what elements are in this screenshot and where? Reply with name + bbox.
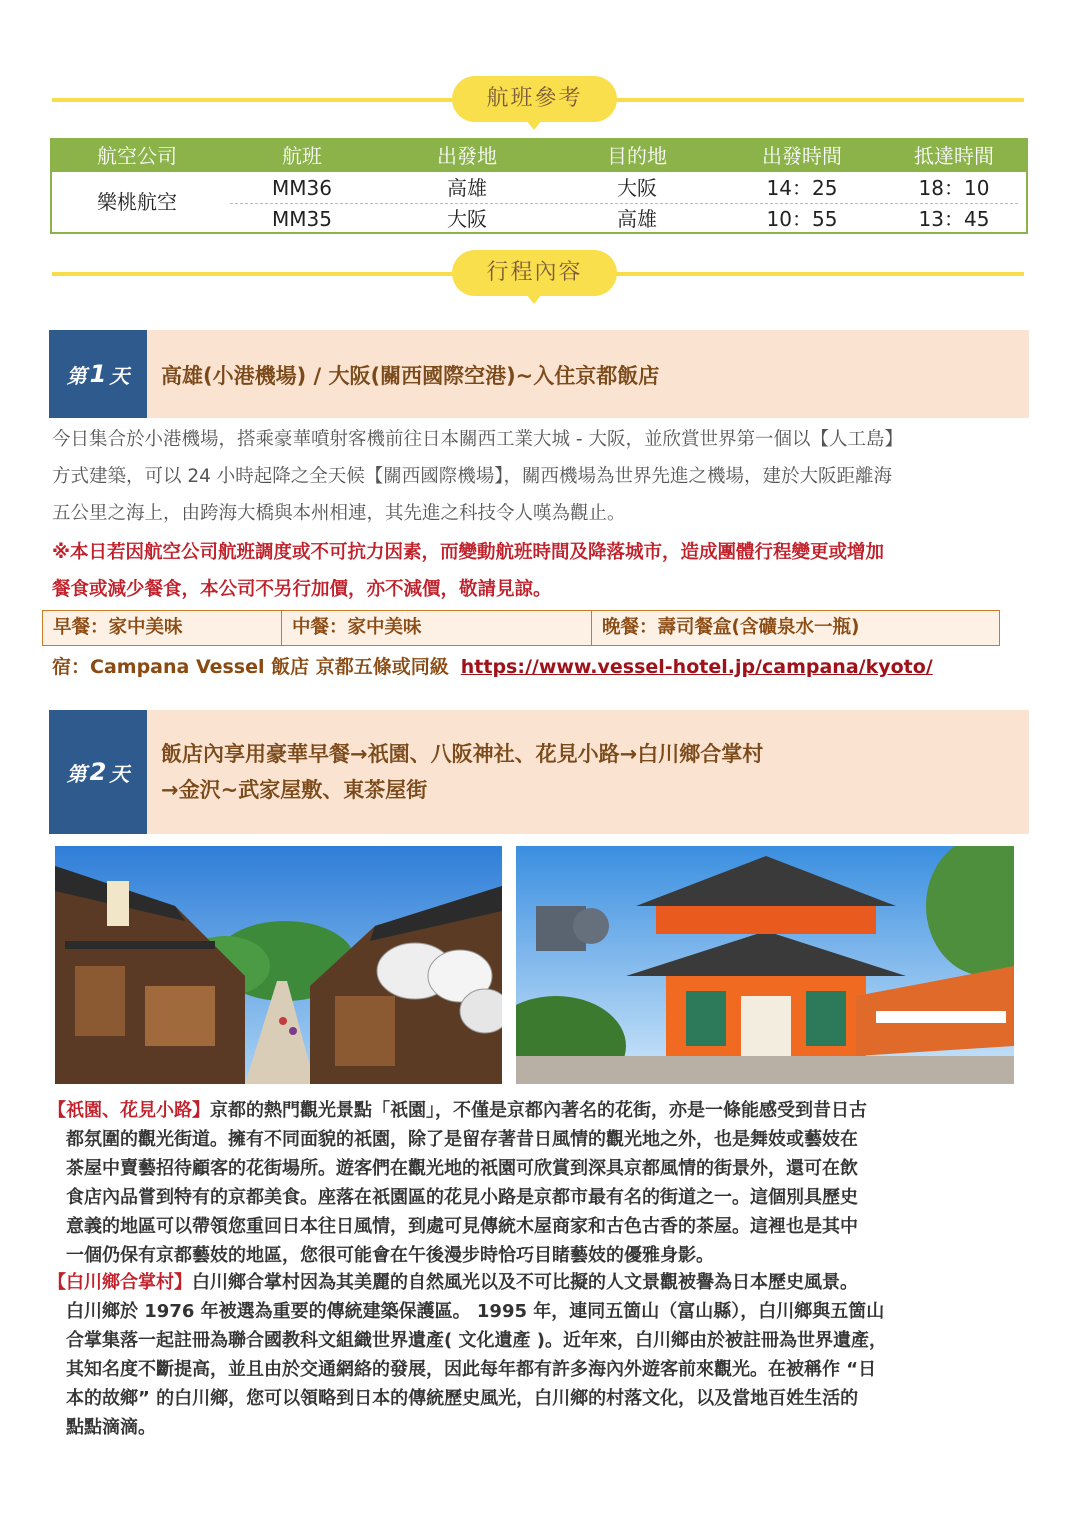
gion-description	[48, 1096, 1033, 1270]
title-line: 飯店內享用豪華早餐→祇園、八阪神社、花見小路→白川鄉合掌村	[161, 742, 764, 766]
meal-table	[42, 610, 1000, 646]
hotel-link[interactable]: https://www.vessel-hotel.jp/campana/kyoto/	[460, 656, 933, 678]
header-flight: 航班	[282, 144, 322, 168]
paragraph-line: 白川鄉合掌村因為其美麗的自然風光以及不可比擬的人文景觀被譽為日本歷史風景。	[192, 1272, 858, 1293]
title-line: →金沢~武家屋敷、東茶屋街	[161, 778, 428, 802]
row-divider	[230, 203, 1018, 204]
hotel-label: 宿：Campana Vessel 飯店 京都五條或同級	[52, 656, 449, 678]
depart-time: 14：25	[766, 176, 838, 200]
paragraph-line: 本的故鄉” 的白川鄉，您可以領略到日本的傳統歷史風光，白川鄉的村落文化，以及當地百姓生活的	[66, 1388, 859, 1409]
header-destination: 目的地	[607, 144, 667, 168]
paragraph-line: 一個仍保有京都藝妓的地區，您很可能會在午後漫步時恰巧目睹藝妓的優雅身影。	[66, 1245, 714, 1266]
destination: 高雄	[617, 207, 657, 231]
destination: 大阪	[617, 176, 657, 200]
header-origin: 出發地	[437, 144, 497, 168]
table-header	[52, 140, 1026, 172]
dinner: 晚餐：壽司餐盒(含礦泉水一瓶)	[602, 617, 860, 638]
shirakawa-description	[48, 1268, 1033, 1442]
day2-badge	[49, 710, 147, 834]
paragraph-line: 其知名度不斷提高，並且由於交通網絡的發展，因此每年都有許多海內外遊客前來觀光。在被稱作 “日	[66, 1359, 877, 1380]
section-pointer	[526, 294, 542, 304]
paragraph-line: 方式建築，可以 24 小時起降之全天候【關西國際機場】，關西機場為世界先進之機場，建於大阪距離海	[52, 466, 893, 487]
header-airline: 航空公司	[97, 144, 177, 168]
arrive-time: 18：10	[918, 176, 990, 200]
arrive-time: 13：45	[918, 207, 990, 231]
warning-line: ※本日若因航空公司航班調度或不可抗力因素，而變動航班時間及降落城市，造成團體行程變更或增加	[52, 542, 884, 563]
origin: 高雄	[447, 176, 487, 200]
day2-header	[49, 710, 1029, 834]
paragraph-line: 今日集合於小港機場，搭乘豪華噴射客機前往日本關西工業大城 - 大阪，並欣賞世界第一個以【人工島】	[52, 429, 903, 450]
day1-badge	[49, 330, 147, 418]
badge-suffix: 天	[109, 761, 130, 786]
flight-table	[50, 138, 1028, 234]
header-depart-time: 出發時間	[762, 144, 842, 168]
warning-line: 餐食或減少餐食，本公司不另行加價，亦不減價，敬請見諒。	[52, 579, 552, 600]
paragraph-line: 意義的地區可以帶領您重回日本往日風情，到處可見傳統木屋商家和古色古香的茶屋。這裡也是其中	[66, 1216, 858, 1237]
flight-section-header	[52, 74, 1024, 134]
itinerary-section-header	[52, 248, 1024, 308]
depart-time: 10：55	[766, 207, 838, 231]
hotel-info	[52, 652, 933, 682]
origin: 大阪	[447, 207, 487, 231]
day1-description	[52, 421, 1032, 532]
badge-number: 2	[89, 758, 107, 786]
paragraph-line: 茶屋中賣藝招待顧客的花街場所。遊客們在觀光地的祇園可欣賞到深具京都風情的街景外，還可在飲	[66, 1158, 858, 1179]
gion-street-photo	[55, 846, 502, 1084]
paragraph-line: 點點滴滴。	[66, 1417, 156, 1438]
section-title: 行程內容	[452, 250, 617, 296]
flight-number: MM36	[272, 176, 332, 200]
lunch: 中餐：家中美味	[292, 617, 422, 638]
paragraph-line: 合掌集落一起註冊為聯合國教科文組織世界遺產( 文化遺產 )。近年來，白川鄉由於被註冊為世界遺產，	[66, 1330, 887, 1351]
paragraph-line: 白川鄉於 1976 年被選為重要的傳統建築保護區。 1995 年，連同五箇山（富山縣），白川鄉與五箇山	[66, 1301, 885, 1322]
header-arrive-time: 抵達時間	[914, 144, 994, 168]
badge-prefix: 第	[66, 761, 87, 786]
badge-prefix: 第	[66, 363, 87, 388]
yasaka-shrine-photo	[516, 846, 1014, 1084]
shirakawa-tag: 【白川鄉合掌村】	[48, 1272, 192, 1293]
paragraph-line: 五公里之海上，由跨海大橋與本州相連，其先進之科技令人嘆為觀止。	[52, 503, 626, 524]
gion-tag: 【祇園、花見小路】	[48, 1100, 210, 1121]
section-pointer	[526, 120, 542, 130]
badge-number: 1	[89, 360, 107, 388]
breakfast: 早餐：家中美味	[53, 617, 183, 638]
flight-number: MM35	[272, 207, 332, 231]
day1-title: 高雄(小港機場) / 大阪(關西國際空港)~入住京都飯店	[161, 364, 660, 388]
section-title: 航班參考	[452, 76, 617, 122]
day2-title	[161, 736, 763, 808]
day1-header	[49, 330, 1029, 418]
paragraph-line: 京都的熱門觀光景點「祇園」，不僅是京都內著名的花街，亦是一條能感受到昔日古	[210, 1100, 867, 1121]
badge-suffix: 天	[109, 363, 130, 388]
day1-warning	[52, 534, 1032, 608]
paragraph-line: 都氛圍的觀光街道。擁有不同面貌的祇園，除了是留存著昔日風情的觀光地之外，也是舞妓或藝妓在	[66, 1129, 858, 1150]
airline-name: 樂桃航空	[97, 190, 177, 214]
paragraph-line: 食店內品嘗到特有的京都美食。座落在祇園區的花見小路是京都市最有名的街道之一。這個別具歷史	[66, 1187, 858, 1208]
